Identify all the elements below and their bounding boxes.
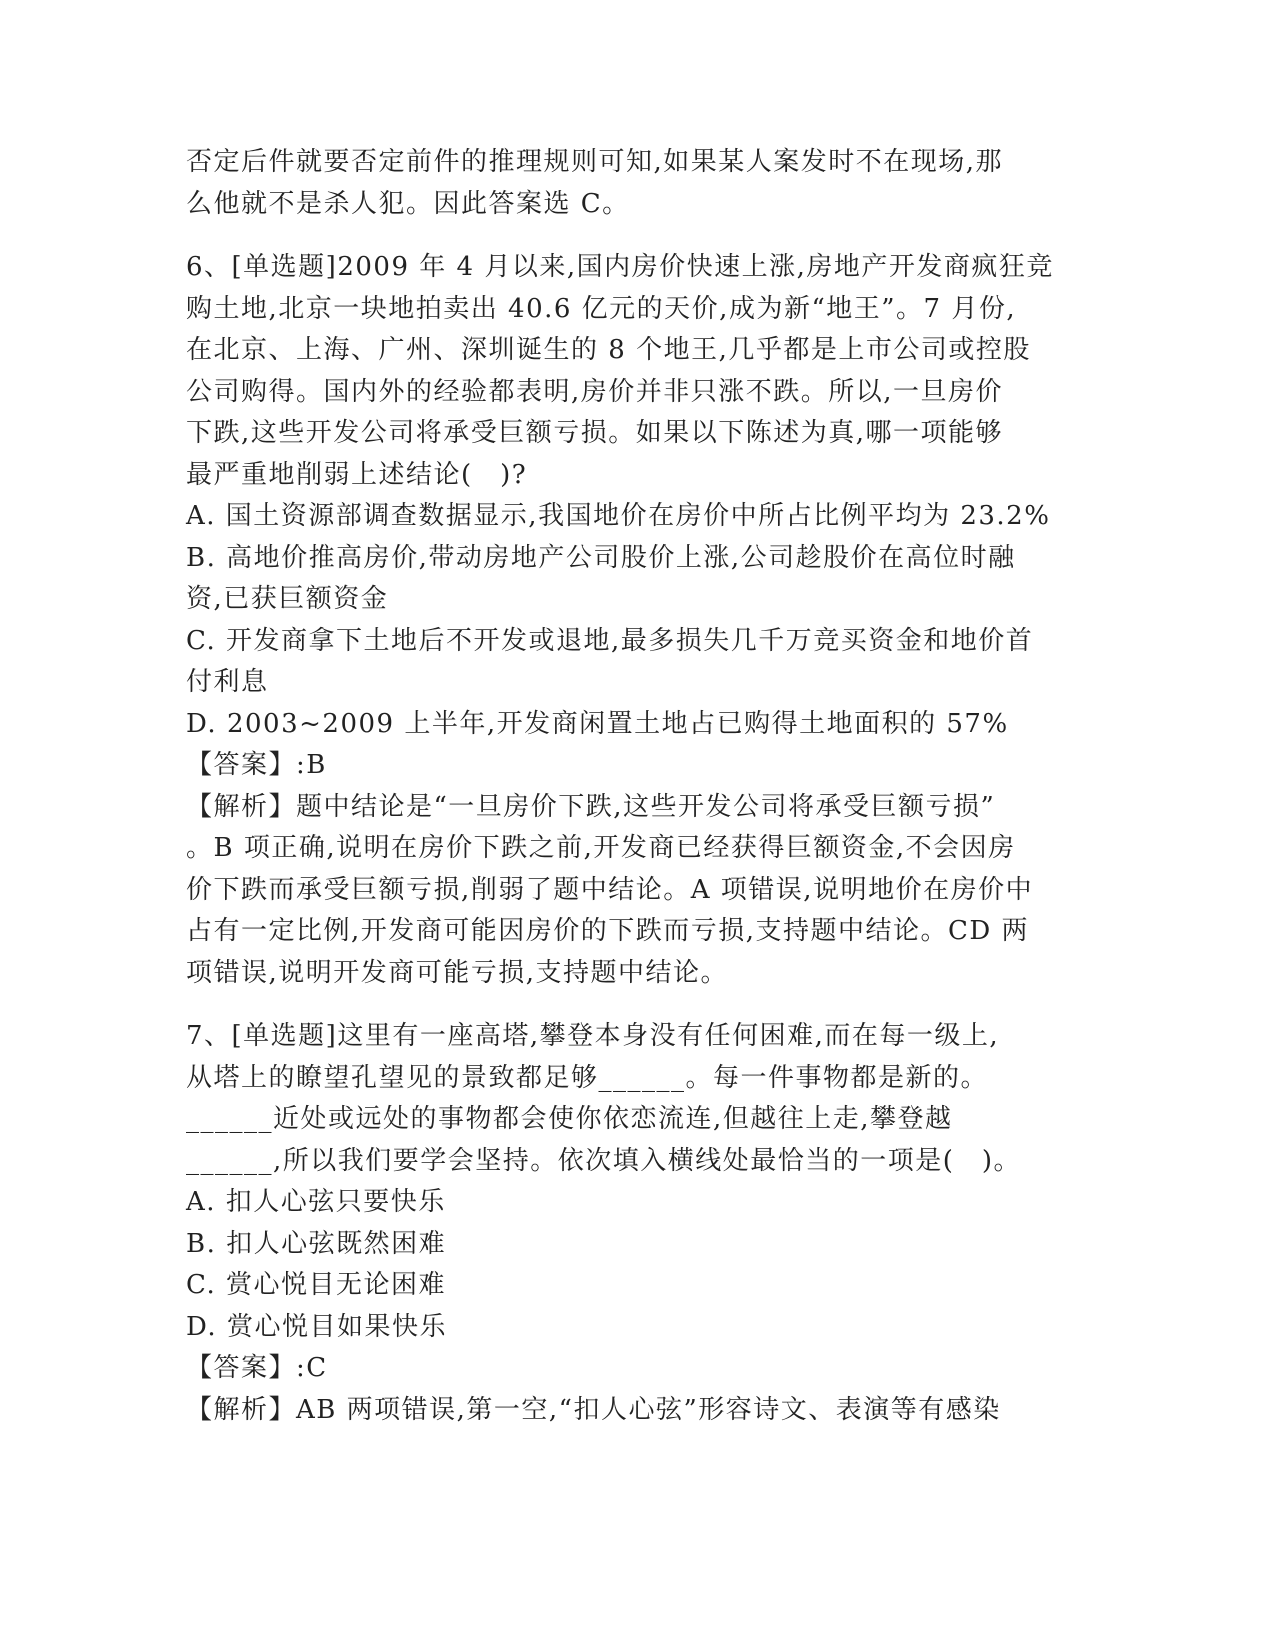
stem-line: ______,所以我们要学会坚持。依次填入横线处最恰当的一项是( )。 [186, 1145, 1022, 1176]
analysis-line: 。B 项正确,说明在房价下跌之前,开发商已经获得巨额资金,不会因房 [186, 833, 1016, 863]
question-6-stem [186, 247, 1086, 496]
stem-line: 下跌,这些开发公司将承受巨额亏损。如果以下陈述为真,哪一项能够 [186, 418, 1004, 448]
question-7 [186, 1016, 1086, 1431]
stem-line: 购土地,北京一块地拍卖出 40.6 亿元的天价,成为新“地王”。7 月份, [186, 293, 1017, 324]
intro-paragraph [186, 142, 1086, 225]
option-b-continued: 资,已获巨额资金 [186, 584, 389, 614]
stem-line: 6、[单选题]2009 年 4 月以来,国内房价快速上涨,房地产开发商疯狂竞 [186, 252, 1054, 282]
intro-line: 么他就不是杀人犯。因此答案选 C。 [186, 188, 630, 219]
analysis-line: 【解析】AB 两项错误,第一空,“扣人心弦”形容诗文、表演等有感染 [186, 1394, 1001, 1425]
stem-line: 公司购得。国内外的经验都表明,房价并非只涨不跌。所以,一旦房价 [186, 376, 1004, 407]
option-b: B. 高地价推高房价,带动房地产公司股价上涨,公司趁股价在高位时融 [186, 542, 1016, 573]
question-6-options [186, 496, 1086, 745]
question-6-answer: 【答案】:B [186, 750, 327, 780]
stem-line: 7、[单选题]这里有一座高塔,攀登本身没有任何困难,而在每一级上, [186, 1021, 1000, 1051]
question-7-options [186, 1182, 1086, 1348]
option-d: D. 赏心悦目如果快乐 [186, 1311, 447, 1342]
analysis-line: 占有一定比例,开发商可能因房价的下跌而亏损,支持题中结论。CD 两 [186, 916, 1030, 946]
option-a: A. 扣人心弦只要快乐 [186, 1187, 446, 1217]
analysis-line: 【解析】题中结论是“一旦房价下跌,这些开发公司将承受巨额亏损” [186, 791, 996, 822]
question-7-stem [186, 1016, 1086, 1182]
option-c: C. 开发商拿下土地后不开发或退地,最多损失几千万竞买资金和地价首 [186, 625, 1034, 656]
document-page [186, 142, 1086, 1431]
question-7-answer: 【答案】:C [186, 1353, 328, 1383]
stem-line: 在北京、上海、广州、深圳诞生的 8 个地王,几乎都是上市公司或控股 [186, 335, 1031, 365]
option-d: D. 2003~2009 上半年,开发商闲置土地占已购得土地面积的 57% [186, 708, 1009, 739]
option-c: C. 赏心悦目无论困难 [186, 1270, 446, 1300]
option-a: A. 国土资源部调查数据显示,我国地价在房价中所占比例平均为 23.2% [186, 501, 1051, 531]
question-7-analysis [186, 1390, 1086, 1432]
stem-line: 从塔上的瞭望孔望见的景致都足够______。每一件事物都是新的。 [186, 1062, 989, 1093]
stem-line: 最严重地削弱上述结论( )? [186, 459, 528, 490]
intro-line: 否定后件就要否定前件的推理规则可知,如果某人案发时不在现场,那 [186, 147, 1004, 177]
question-6 [186, 247, 1086, 994]
stem-line: ______近处或远处的事物都会使你依恋流连,但越往上走,攀登越 [186, 1104, 953, 1134]
question-6-analysis [186, 787, 1086, 995]
analysis-line: 价下跌而承受巨额亏损,削弱了题中结论。A 项错误,说明地价在房价中 [186, 874, 1034, 905]
option-c-continued: 付利息 [186, 667, 269, 697]
option-b: B. 扣人心弦既然困难 [186, 1228, 447, 1259]
analysis-line: 项错误,说明开发商可能亏损,支持题中结论。 [186, 957, 729, 988]
